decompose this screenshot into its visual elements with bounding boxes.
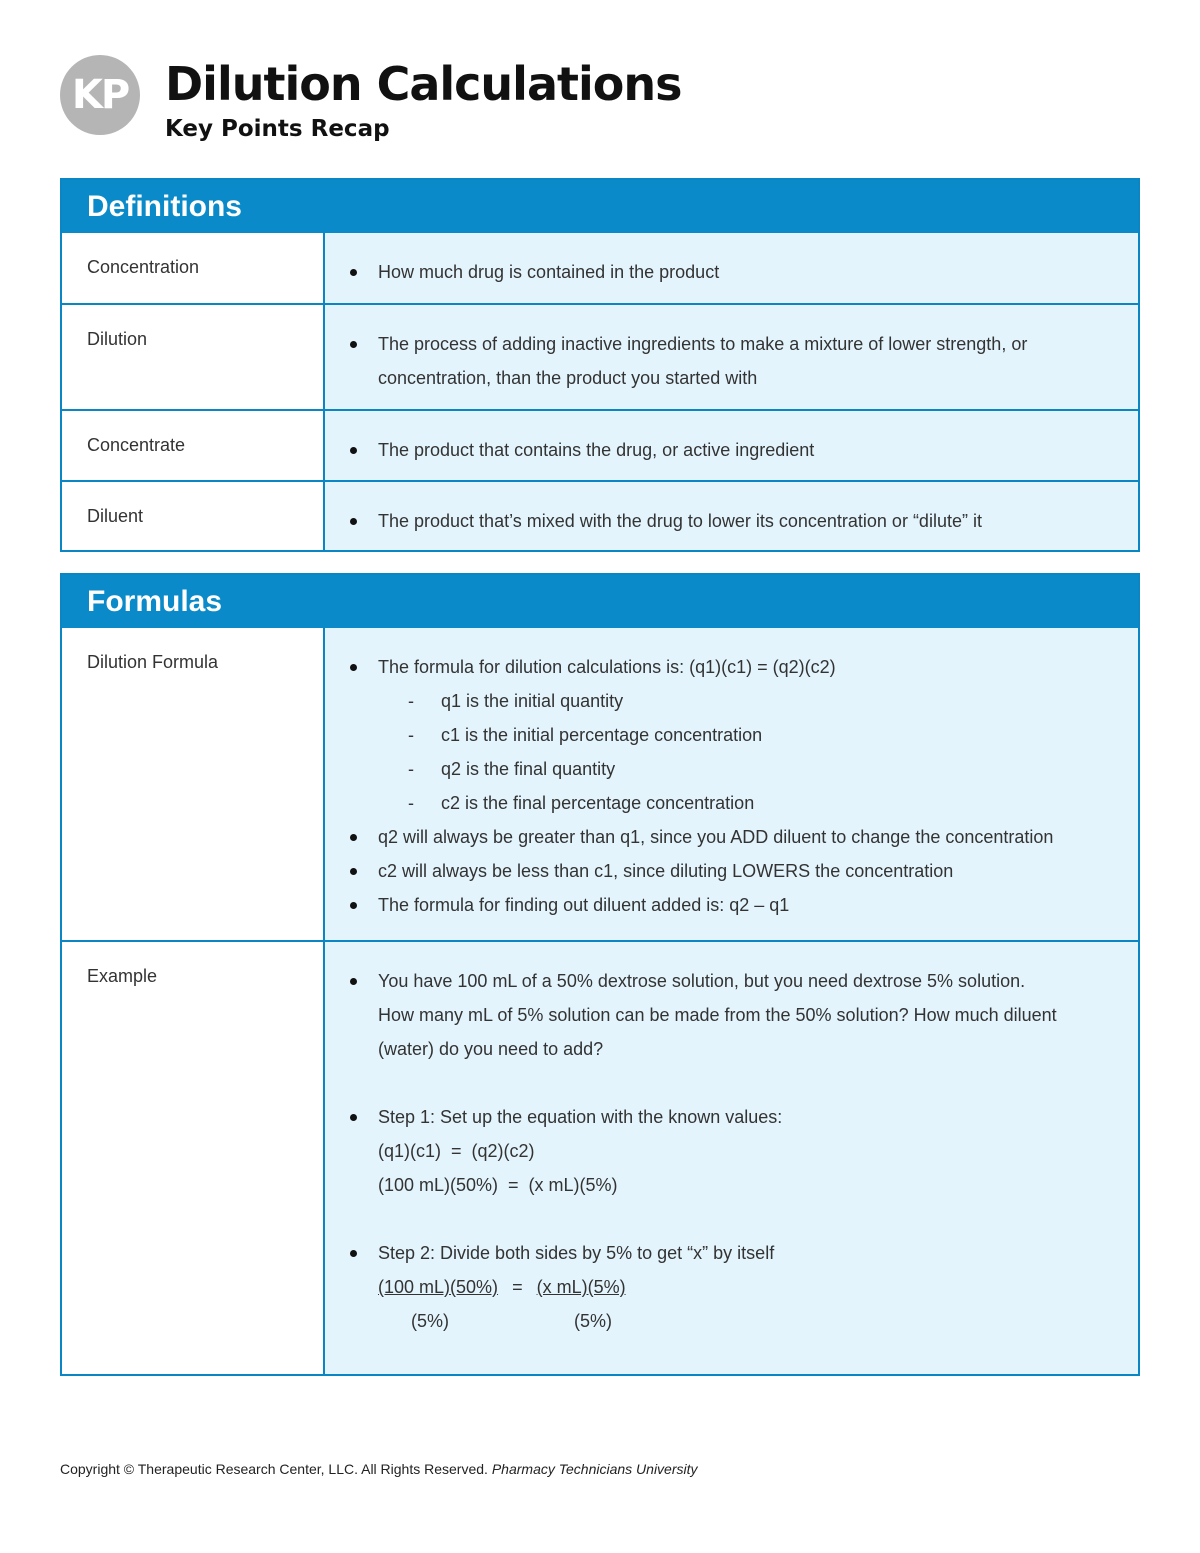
table-row xyxy=(62,940,1138,1374)
formulas-table xyxy=(60,573,1140,1376)
fraction-numerator-line: (100 mL)(50%) = (x mL)(5%) xyxy=(378,1277,626,1297)
definition-cell: The process of adding inactive ingredients to make a mixture of lower strength, or concentration, than the product you started with xyxy=(325,305,1138,409)
footer xyxy=(60,1461,698,1477)
definitions-heading: Definitions xyxy=(62,180,1138,233)
term-cell: Example xyxy=(62,942,325,1374)
page-title: Dilution Calculations xyxy=(165,57,682,111)
table-row xyxy=(62,233,1138,303)
definitions-table xyxy=(60,178,1140,552)
definition-cell: The product that’s mixed with the drug to lower its concentration or “dilute” it xyxy=(325,482,1138,550)
page-subtitle: Key Points Recap xyxy=(165,116,390,142)
kp-logo: KP xyxy=(60,55,140,135)
term-cell: Concentration xyxy=(62,233,325,303)
table-row xyxy=(62,480,1138,550)
definition-cell: How much drug is contained in the product xyxy=(325,233,1138,303)
term-cell: Dilution xyxy=(62,305,325,409)
term-cell: Diluent xyxy=(62,482,325,550)
term-cell: Dilution Formula xyxy=(62,628,325,940)
definition-cell: You have 100 mL of a 50% dextrose solution, but you need dextrose 5% solution. How many mL of 5% solution can be made from the 50% solution? How much diluent (water) do you need to add? Step 1: Set up the equation with the known values: (q1)(c1) = (q2)(c2) (100 mL)(50%) = (x mL)(5%) Step 2: Divide both sides by 5% to get “x” by itself (100 mL)(50%) = (x mL)(5%) (5%) (5%) xyxy=(325,942,1138,1374)
definition-cell: The formula for dilution calculations is: (q1)(c1) = (q2)(c2) - q1 is the initial quantity - c1 is the initial percentage concentration - q2 is the final quantity - c2 is the final percentage concentration q2 will always be greater than q1, since you ADD diluent to change the concentration c2 will always be less than c1, since diluting LOWERS the concentration The formula for finding out diluent added is: q2 – q1 xyxy=(325,628,1138,940)
definition-cell: The product that contains the drug, or active ingredient xyxy=(325,411,1138,480)
table-row xyxy=(62,303,1138,409)
formulas-heading: Formulas xyxy=(62,575,1138,628)
term-cell: Concentrate xyxy=(62,411,325,480)
table-row xyxy=(62,628,1138,940)
fraction-denominator-line: (5%) (5%) xyxy=(411,1311,613,1331)
brand-text: Pharmacy Technicians University xyxy=(491,1461,698,1477)
copyright-text: Copyright © Therapeutic Research Center, LLC. All Rights Reserved. xyxy=(60,1461,488,1477)
page-header xyxy=(60,55,1140,155)
table-row xyxy=(62,409,1138,480)
